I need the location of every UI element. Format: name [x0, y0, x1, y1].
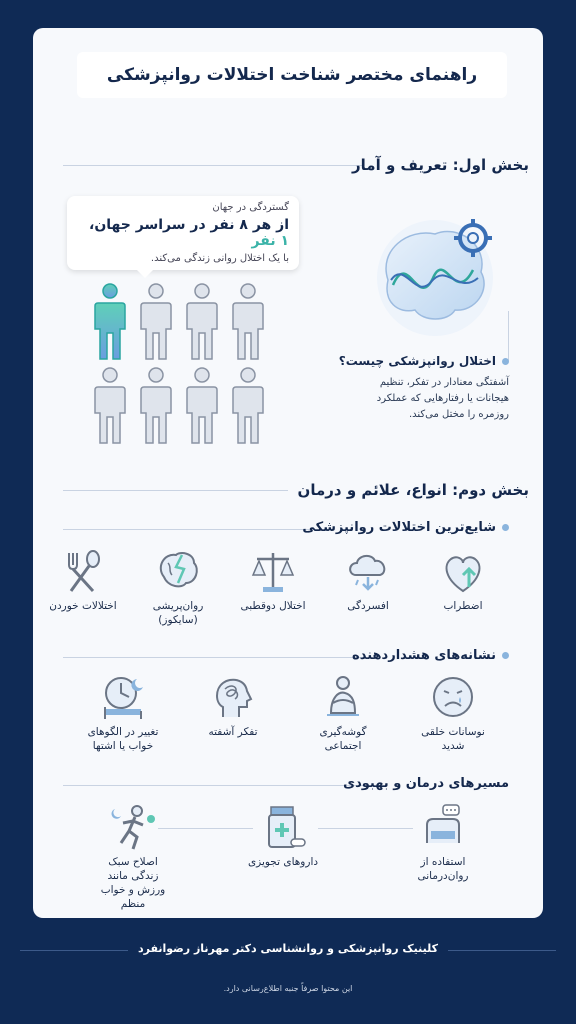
divider: [63, 657, 363, 658]
icon-cell: [138, 547, 218, 627]
icon-label: روان‌پریشی (سایکوز): [152, 600, 204, 626]
person-icon: [139, 283, 173, 361]
page-title: راهنمای مختصر شناخت اختلالات روانپزشکی: [77, 52, 507, 98]
stat-bubble: [67, 196, 299, 270]
divider: [63, 165, 363, 166]
people-grid: [93, 283, 273, 453]
icon-label: نوسانات خلقی شدید: [421, 726, 485, 752]
person-icon: [93, 367, 127, 445]
person-icon: [231, 367, 265, 445]
icon-cell: [43, 547, 123, 613]
icon-label: اختلالات خوردن: [49, 600, 117, 612]
person-icon: [185, 367, 219, 445]
connector-line: [158, 828, 253, 829]
warning-signs-title: نشانه‌های هشداردهنده: [352, 648, 509, 663]
icon-cell: [303, 673, 383, 753]
icon-cell: [233, 547, 313, 613]
broken-brain-icon: [154, 547, 202, 595]
definition-title: اختلال روانپزشکی چیست؟: [339, 354, 509, 368]
bullet-icon: [502, 524, 509, 531]
icon-label: گوشه‌گیری اجتماعی: [319, 726, 367, 752]
stat-detail: با یک اختلال روانی زندگی می‌کند.: [150, 253, 289, 264]
bullet-icon: [502, 358, 509, 365]
icon-label: داروهای تجویزی: [247, 856, 319, 868]
heart-arrow-icon: [439, 547, 487, 595]
rain-cloud-icon: [344, 547, 392, 595]
medicine-bottle-icon: [259, 803, 307, 851]
person-icon: [139, 367, 173, 445]
clock-bed-icon: [99, 673, 147, 721]
person-icon: [185, 283, 219, 361]
divider: [63, 490, 288, 491]
icon-label: افسردگی: [347, 600, 389, 612]
icon-label: استفاده از روان‌درمانی: [417, 856, 469, 882]
icon-label: اضطراب: [443, 600, 483, 612]
icon-cell: [403, 803, 483, 883]
running-person-icon: [109, 803, 157, 851]
definition-text: آشفتگی معنادار در تفکر، تنظیم هیجانات یا رفتارهایی که عملکرد روزمره را مختل می‌کند.: [376, 377, 509, 420]
treatment-title: مسیرهای درمان و بهبودی: [343, 776, 509, 791]
bullet-icon: [502, 652, 509, 659]
icon-label: اختلال دوقطبی: [240, 600, 306, 612]
therapy-chair-icon: [419, 803, 467, 851]
fork-spoon-icon: [59, 547, 107, 595]
icon-cell: [193, 673, 273, 739]
person-icon: [231, 283, 265, 361]
isolated-person-icon: [319, 673, 367, 721]
tangled-head-icon: [209, 673, 257, 721]
icon-label: تفکر آشفته: [208, 726, 258, 738]
person-highlighted-icon: [93, 283, 127, 361]
brain-gear-icon: [363, 210, 499, 340]
common-disorders-title: شایع‌ترین اختلالات روانپزشکی: [302, 520, 509, 535]
icon-cell: [328, 547, 408, 613]
content-card: [33, 28, 543, 918]
section1-heading: بخش اول: تعریف و آمار: [352, 156, 529, 174]
icon-cell: [83, 673, 163, 753]
connector-line: [318, 828, 413, 829]
stat-main: از هر ۸ نفر در سراسر جهان، ۱ نفر: [89, 217, 289, 249]
divider: [63, 529, 318, 530]
icon-cell: [243, 803, 323, 869]
scale-icon: [249, 547, 297, 595]
icon-label: تغییر در الگوهای خواب یا اشتها: [87, 726, 159, 752]
sad-face-icon: [429, 673, 477, 721]
divider: [63, 785, 363, 786]
icon-cell: [413, 673, 493, 753]
section2-heading: بخش دوم: انواع، علائم و درمان: [297, 481, 529, 499]
clinic-name: کلینیک روانپزشکی و روانشناسی دکتر مهرناز رضوانفرد: [0, 942, 576, 955]
icon-label: اصلاح سبک زندگی مانند ورزش و خواب منظم: [100, 856, 166, 910]
stat-label: گستردگی در جهان: [212, 202, 289, 213]
disclaimer: این محتوا صرفاً جنبه اطلاع‌رسانی دارد.: [223, 984, 353, 993]
icon-cell: [93, 803, 173, 911]
icon-cell: [423, 547, 503, 613]
